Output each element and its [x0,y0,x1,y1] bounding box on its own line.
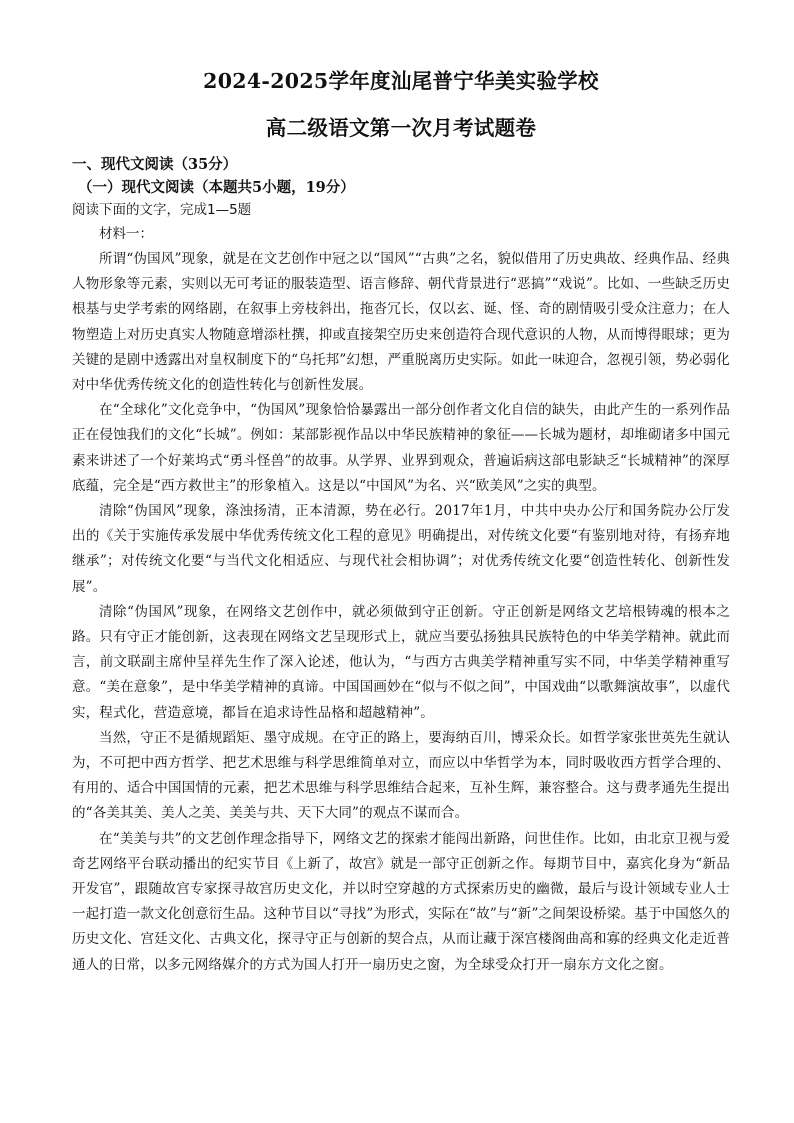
reading-instruction: 阅读下面的文字，完成1—5题 [72,202,252,218]
passage-paragraph-4: 清除“伪国风”现象，在网络文艺创作中，就必须做到守正创新。守正创新是网络文艺培根铸魂的根本之路。只有守正才能创新，这表现在网络文艺呈现形式上，就应当要弘扬独具民族特色的中华美学精神。就此而言，前文联副主席仲呈祥先生作了深入论述，他认为，“与西方古典美学精神重写实不同，中华美学精神重写意。“美在意象”，是中华美学精神的真谛。中国国画妙在“似与不似之间”，中国戏曲“以歌舞演故事”，以虚代实，程式化，营造意境，都旨在追求诗性品格和超越精神”。 [72,603,730,721]
subsection-heading: （一）现代文阅读（本题共5小题，19分） [78,179,355,196]
passage-paragraph-3: 清除“伪国风”现象，涤浊扬清，正本清源，势在必行。2017年1月，中共中央办公厅和国务院办公厅发出的《关于实施传承发展中华优秀传统文化工程的意见》明确提出，对传统文化要“有鉴别地对待，有扬弃地继承”；对传统文化要“与当代文化相适应、与现代社会相协调”；对优秀传统文化要“创造性转化、创新性发展”。 [72,503,730,595]
passage-paragraph-1: 所谓“伪国风”现象，就是在文艺创作中冠之以“国风”“古典”之名，貌似借用了历史典故、经典作品、经典人物形象等元素，实则以无可考证的服装造型、语言修辞、朝代背景进行“恶搞”“戏说”。比如、一些缺乏历史根基与史学考索的网络剧，在叙事上旁枝斜出，拖沓冗长，仅以玄、诞、怪、奇的剧情吸引受众注意力；在人物塑造上对历史真实人物随意增添杜撰，抑或直接架空历史来创造符合现代意识的人物，从而博得眼球；更为关键的是剧中透露出对皇权制度下的“乌托邦”幻想，严重脱离历史实际。如此一味迎合，忽视引领，势必弱化对中华优秀传统文化的创造性转化与创新性发展。 [72,251,730,394]
passage-paragraph-5: 当然，守正不是循规蹈矩、墨守成规。在守正的路上，要海纳百川，博采众长。如哲学家张世英先生就认为，不可把中西方哲学、把艺术思维与科学思维简单对立，而应以中华哲学为本，同时吸收西方哲学合理的、有用的、适合中国国情的元素，把艺术思维与科学思维结合起来，互补生辉，兼容整合。这与费孝通先生提出的“各美其美、美人之美、美美与共、天下大同”的观点不谋而合。 [72,729,730,822]
material-label: 材料一： [99,226,153,242]
passage-paragraph-2: 在“全球化”文化竞争中，“伪国风”现象恰恰暴露出一部分创作者文化自信的缺失，由此产生的一系列作品正在侵蚀我们的文化“长城”。例如：某部影视作品以中华民族精神的象征——长城为题材，却堆砌诸多中国元素来讲述了一个好莱坞式“勇斗怪兽”的故事。从学界、业界到观众，普遍诟病这部电影缺乏“长城精神”的深厚底蕴，完全是“西方救世主”的形象植入。这是以“中国风”为名、兴“欧美风”之实的典型。 [72,402,730,494]
passage-paragraph-6: 在“美美与共”的文艺创作理念指导下，网络文艺的探索才能闯出新路，问世佳作。比如，由北京卫视与爱奇艺网络平台联动播出的纪实节目《上新了，故宫》就是一部守正创新之作。每期节目中，嘉宾化身为“新品开发官”，跟随故宫专家探寻故宫历史文化，并以时空穿越的方式探索历史的幽微，最后与设计领域专业人士一起打造一款文化创意衍生品。这种节目以“寻找”为形式，实际在“故”与“新”之间架设桥梁。基于中国悠久的历史文化、宫廷文化、古典文化，探寻守正与创新的契合点，从而让藏于深宫楼阁曲高和寡的经典文化走近普通人的日常，以多元网络媒介的方式为国人打开一扇历史之窗，为全球受众打开一扇东方文化之窗。 [72,830,730,973]
exam-title-school: 2024-2025学年度汕尾普宁华美实验学校 [203,69,599,93]
exam-title-name: 高二级语文第一次月考试题卷 [265,116,537,140]
section-heading: 一、现代文阅读（35分） [72,156,238,173]
